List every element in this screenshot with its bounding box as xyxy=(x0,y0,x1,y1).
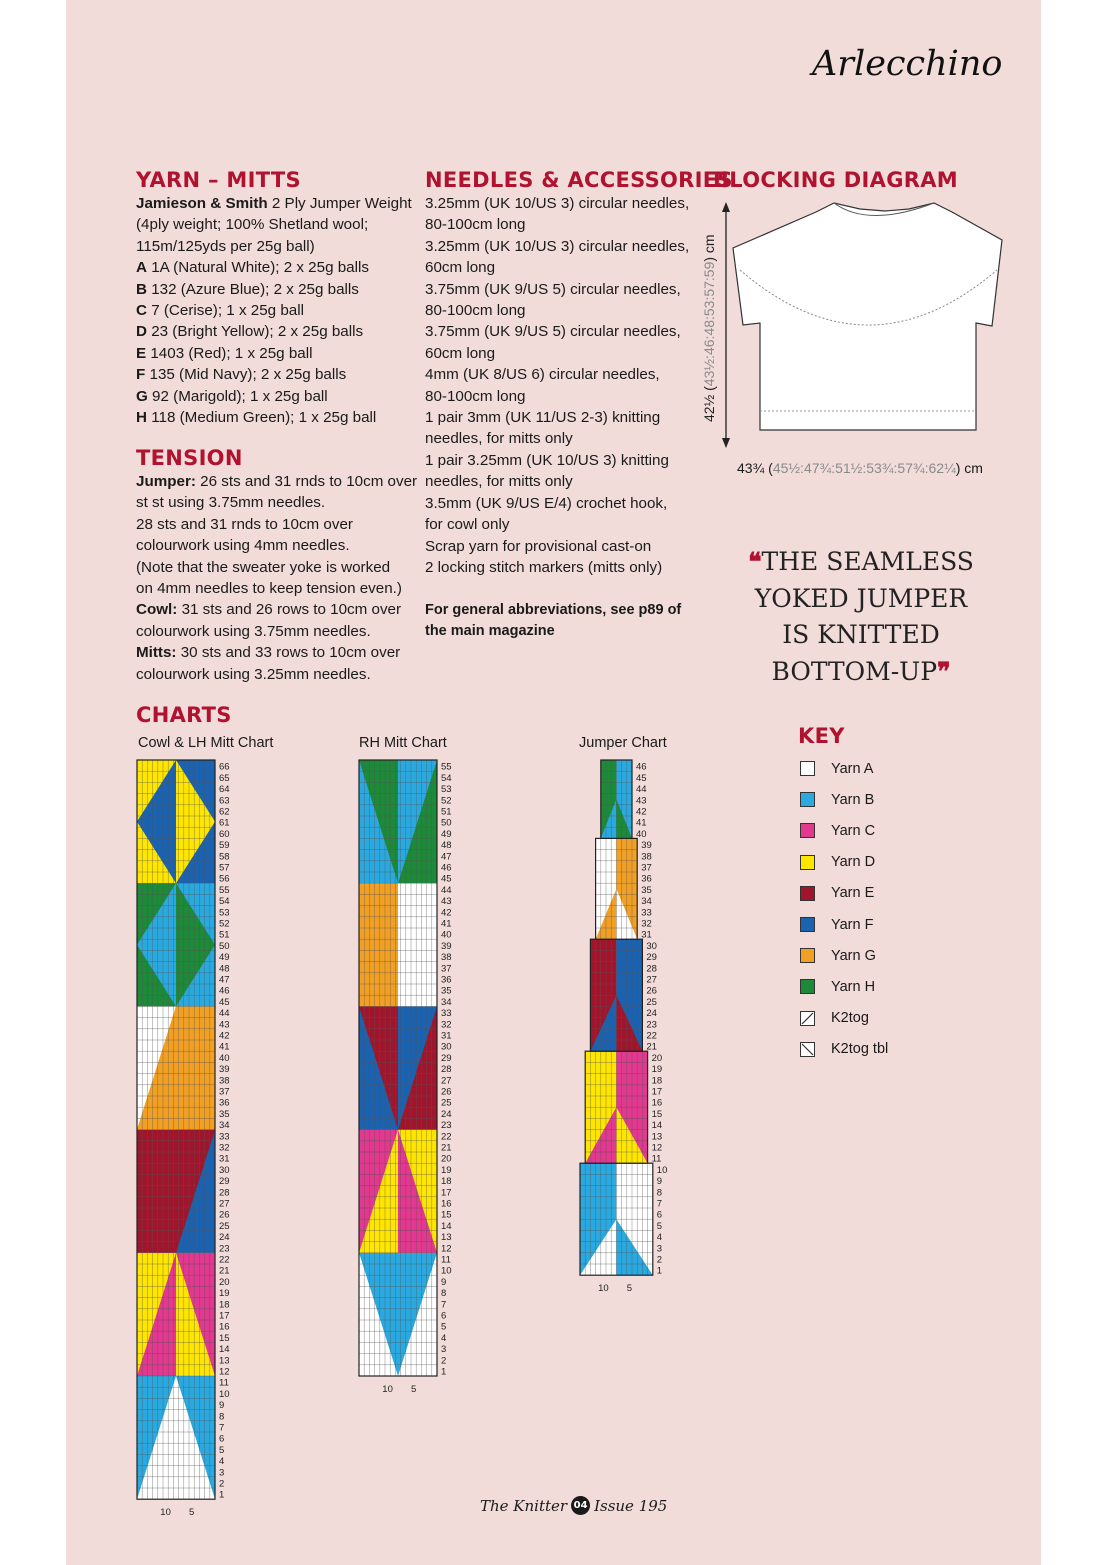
row-number: 15 xyxy=(219,1332,230,1344)
row-number: 26 xyxy=(441,1086,452,1098)
row-number: 9 xyxy=(656,1176,663,1188)
row-number: 27 xyxy=(219,1198,230,1210)
row-number: 11 xyxy=(651,1153,662,1165)
key-label: Yarn D xyxy=(831,854,876,871)
row-number: 9 xyxy=(219,1400,225,1412)
width-label: 43¾ (45½:47¾:51½:53¾:57¾:62¼) cm xyxy=(737,460,983,476)
row-number: 4 xyxy=(219,1456,225,1468)
row-number: 1 xyxy=(656,1265,663,1277)
key-item xyxy=(800,940,888,971)
row-number: 43 xyxy=(219,1019,230,1031)
needles-line: 3.25mm (UK 10/US 3) circular needles, xyxy=(425,237,690,255)
key-label: Yarn F xyxy=(831,916,874,933)
tension-cowl: Cowl: 31 sts and 26 rows to 10cm over xyxy=(136,601,402,619)
tension-line: 28 sts and 31 rnds to 10cm over xyxy=(136,515,353,533)
row-number: 37 xyxy=(641,862,652,874)
row-number: 46 xyxy=(441,862,452,874)
row-number: 55 xyxy=(441,761,452,773)
row-number: 41 xyxy=(636,817,647,829)
row-number: 5 xyxy=(219,1444,225,1456)
row-number: 7 xyxy=(441,1299,447,1311)
tension-line: colourwork using 4mm needles. xyxy=(136,537,350,555)
row-number: 20 xyxy=(651,1052,663,1064)
needles-line: 80-100cm long xyxy=(425,302,526,320)
needles-line: 1 pair 3.25mm (UK 10/US 3) knitting xyxy=(425,451,669,469)
row-number: 33 xyxy=(641,907,652,919)
page-title: Arlecchino xyxy=(812,44,1003,84)
row-number: 12 xyxy=(651,1142,663,1154)
row-number: 8 xyxy=(219,1411,225,1423)
row-number: 40 xyxy=(441,929,452,941)
row-number: 17 xyxy=(651,1086,663,1098)
row-number: 4 xyxy=(656,1232,663,1244)
row-number: 29 xyxy=(441,1052,452,1064)
stitch-number: 10 xyxy=(598,1283,609,1295)
key-item xyxy=(800,847,888,878)
row-number: 2 xyxy=(441,1355,447,1367)
key-heading: KEY xyxy=(798,724,845,748)
row-number: 8 xyxy=(441,1288,447,1300)
row-number: 63 xyxy=(219,795,230,807)
row-number: 66 xyxy=(219,761,230,773)
height-arrow-bottom xyxy=(722,438,730,448)
row-number: 18 xyxy=(651,1075,663,1087)
key-swatch xyxy=(800,917,815,932)
row-number: 23 xyxy=(646,1019,657,1031)
row-number: 56 xyxy=(219,873,230,885)
row-number: 5 xyxy=(656,1220,663,1232)
row-number: 27 xyxy=(646,974,657,986)
stitch-number: 10 xyxy=(382,1384,393,1395)
row-number: 53 xyxy=(219,907,230,919)
row-number: 12 xyxy=(441,1243,452,1255)
k2tog-tbl-icon xyxy=(800,1042,815,1057)
yarn-block xyxy=(136,193,412,428)
row-number: 41 xyxy=(441,918,452,930)
key-label: Yarn G xyxy=(831,947,876,964)
row-number: 9 xyxy=(441,1276,447,1288)
key-label: K2tog tbl xyxy=(831,1041,889,1058)
row-number: 60 xyxy=(219,828,230,840)
row-number: 16 xyxy=(651,1097,663,1109)
row-number: 44 xyxy=(219,1008,230,1020)
row-number: 62 xyxy=(219,806,230,818)
row-number: 26 xyxy=(646,985,657,997)
yarn-heading: YARN – MITTS xyxy=(136,168,301,192)
yarn-items xyxy=(136,257,412,428)
row-number: 19 xyxy=(651,1064,663,1076)
row-number: 44 xyxy=(636,784,647,796)
charts-heading: CHARTS xyxy=(136,703,232,727)
row-number: 2 xyxy=(219,1478,225,1490)
yarn-line: (4ply weight; 100% Shetland wool; xyxy=(136,216,369,234)
row-number: 12 xyxy=(219,1366,230,1378)
row-number: 58 xyxy=(219,851,230,863)
abbreviations-note: For general abbreviations, see p89 of the main magazine xyxy=(425,602,682,640)
row-number: 40 xyxy=(219,1052,230,1064)
row-number: 45 xyxy=(441,873,452,885)
needles-line: 2 locking stitch markers (mitts only) xyxy=(425,558,663,576)
key-item xyxy=(800,784,888,815)
row-number: 46 xyxy=(219,985,230,997)
key-swatch xyxy=(800,886,815,901)
needles-heading: NEEDLES & ACCESSORIES xyxy=(425,168,733,192)
row-number: 32 xyxy=(641,918,652,930)
row-number: 19 xyxy=(219,1288,230,1300)
row-number: 22 xyxy=(441,1131,452,1143)
needles-line: 80-100cm long xyxy=(425,387,526,405)
row-number: 54 xyxy=(219,896,230,908)
row-number: 32 xyxy=(219,1142,230,1154)
page xyxy=(66,0,1041,1565)
row-number: 34 xyxy=(441,996,452,1008)
row-number: 37 xyxy=(219,1086,230,1098)
row-number: 34 xyxy=(641,896,652,908)
row-number: 8 xyxy=(656,1187,663,1199)
tension-block xyxy=(136,471,417,685)
key-item xyxy=(800,753,888,784)
row-number: 13 xyxy=(651,1131,663,1143)
row-number: 51 xyxy=(441,806,452,818)
rh-chart-title: RH Mitt Chart xyxy=(359,735,447,751)
needles-line: 60cm long xyxy=(425,259,496,277)
row-number: 28 xyxy=(441,1064,452,1076)
row-number: 35 xyxy=(219,1108,230,1120)
needles-line: 3.75mm (UK 9/US 5) circular needles, xyxy=(425,323,681,341)
row-number: 11 xyxy=(219,1377,229,1389)
key-label: Yarn E xyxy=(831,885,875,902)
tension-mitts: Mitts: 30 sts and 33 rows to 10cm over xyxy=(136,644,401,662)
stitch-number: 5 xyxy=(410,1384,417,1395)
row-number: 55 xyxy=(219,884,230,896)
row-number: 46 xyxy=(636,761,647,773)
row-number: 43 xyxy=(636,795,647,807)
row-number: 31 xyxy=(219,1153,230,1165)
row-number: 31 xyxy=(441,1030,452,1042)
row-number: 52 xyxy=(219,918,230,930)
row-number: 21 xyxy=(441,1142,452,1154)
key-label: Yarn A xyxy=(831,760,874,777)
footer xyxy=(480,1496,667,1515)
row-number: 28 xyxy=(646,963,657,975)
row-number: 29 xyxy=(219,1176,230,1188)
sweater-outline xyxy=(733,203,1002,430)
close-quote-icon: ❞ xyxy=(937,656,951,686)
row-number: 24 xyxy=(441,1108,452,1120)
row-number: 13 xyxy=(441,1232,452,1244)
row-number: 45 xyxy=(219,996,230,1008)
key-swatch xyxy=(800,855,815,870)
yarn-brand: Jamieson & Smith xyxy=(136,195,268,212)
row-number: 36 xyxy=(441,974,452,986)
row-number: 22 xyxy=(646,1030,657,1042)
row-number: 31 xyxy=(641,929,652,941)
key-label: Yarn B xyxy=(831,791,875,808)
row-number: 38 xyxy=(641,851,652,863)
row-number: 54 xyxy=(441,772,452,784)
row-number: 14 xyxy=(651,1120,663,1132)
needles-line: 60cm long xyxy=(425,344,496,362)
row-number: 24 xyxy=(219,1232,230,1244)
key-swatch xyxy=(800,792,815,807)
magazine-name: The Knitter xyxy=(480,1496,568,1515)
row-number: 40 xyxy=(636,828,647,840)
row-number: 42 xyxy=(219,1030,230,1042)
row-number: 13 xyxy=(219,1355,230,1367)
yarn-item: G 92 (Marigold); 1 x 25g ball xyxy=(136,387,328,405)
row-number: 57 xyxy=(219,862,230,874)
row-number: 16 xyxy=(219,1321,230,1333)
row-number: 2 xyxy=(656,1254,663,1266)
tension-heading: TENSION xyxy=(136,446,243,470)
row-number: 11 xyxy=(441,1254,451,1266)
row-number: 41 xyxy=(219,1041,230,1053)
needles-line: for cowl only xyxy=(425,516,510,534)
key-item xyxy=(800,909,888,940)
needles-line: needles, for mitts only xyxy=(425,430,573,448)
key-label: K2tog xyxy=(831,1010,869,1027)
row-number: 39 xyxy=(641,840,652,852)
row-number: 38 xyxy=(219,1075,230,1087)
row-number: 44 xyxy=(441,884,452,896)
row-number: 16 xyxy=(441,1198,452,1210)
row-number: 14 xyxy=(441,1220,452,1232)
row-number: 22 xyxy=(219,1254,230,1266)
row-number: 50 xyxy=(441,817,452,829)
jumper-chart-title: Jumper Chart xyxy=(579,735,667,751)
row-number: 3 xyxy=(441,1344,447,1356)
row-number: 1 xyxy=(219,1489,225,1501)
row-number: 36 xyxy=(641,873,652,885)
tension-line: colourwork using 3.75mm needles. xyxy=(136,622,371,640)
stitch-number: 5 xyxy=(188,1507,195,1519)
row-number: 20 xyxy=(441,1153,452,1165)
row-number: 49 xyxy=(219,952,230,964)
row-number: 18 xyxy=(219,1299,230,1311)
key-swatch xyxy=(800,823,815,838)
row-number: 47 xyxy=(219,974,230,986)
row-number: 28 xyxy=(219,1187,230,1199)
row-number: 38 xyxy=(441,952,452,964)
blocking-heading: BLOCKING DIAGRAM xyxy=(713,168,958,192)
stitch-number: 10 xyxy=(160,1507,171,1519)
row-number: 7 xyxy=(219,1422,225,1434)
row-number: 15 xyxy=(441,1209,452,1221)
row-number: 19 xyxy=(441,1164,452,1176)
key-item xyxy=(800,971,888,1002)
row-number: 25 xyxy=(646,996,657,1008)
row-number: 39 xyxy=(219,1064,230,1076)
row-number: 1 xyxy=(441,1366,447,1378)
key-label: Yarn H xyxy=(831,978,876,995)
row-number: 6 xyxy=(219,1433,225,1445)
yarn-line: 115m/125yds per 25g ball) xyxy=(136,237,315,255)
row-number: 18 xyxy=(441,1176,452,1188)
row-number: 61 xyxy=(219,817,230,829)
row-number: 33 xyxy=(219,1131,230,1143)
row-number: 24 xyxy=(646,1008,657,1020)
needles-line: 3.75mm (UK 9/US 5) circular needles, xyxy=(425,280,681,298)
height-label: 42½ (43½:46:48:53:57:59) cm xyxy=(701,234,717,422)
row-number: 23 xyxy=(219,1243,230,1255)
row-number: 48 xyxy=(441,840,452,852)
needles-line: 4mm (UK 8/US 6) circular needles, xyxy=(425,366,660,384)
needles-list xyxy=(425,193,689,578)
key-label: Yarn C xyxy=(831,822,876,839)
needles-line: Scrap yarn for provisional cast-on xyxy=(425,537,652,555)
yarn-item: F 135 (Mid Navy); 2 x 25g balls xyxy=(136,366,347,384)
row-number: 35 xyxy=(641,884,652,896)
tension-line: on 4mm needles to keep tension even.) xyxy=(136,580,402,598)
row-number: 3 xyxy=(656,1243,663,1255)
cowl-chart-title: Cowl & LH Mitt Chart xyxy=(138,735,274,751)
row-number: 27 xyxy=(441,1075,452,1087)
row-number: 14 xyxy=(219,1344,230,1356)
row-number: 39 xyxy=(441,940,452,952)
needles-line: 3.25mm (UK 10/US 3) circular needles, xyxy=(425,195,690,212)
charts xyxy=(66,750,786,1525)
row-number: 45 xyxy=(636,772,647,784)
row-number: 53 xyxy=(441,784,452,796)
tension-line: (Note that the sweater yoke is worked xyxy=(136,558,391,576)
row-number: 42 xyxy=(441,907,452,919)
blocking-diagram xyxy=(696,198,1041,498)
row-number: 36 xyxy=(219,1097,230,1109)
row-number: 47 xyxy=(441,851,452,863)
stitch-number: 5 xyxy=(626,1283,633,1295)
row-number: 30 xyxy=(219,1164,230,1176)
k2tog-icon xyxy=(800,1011,815,1026)
row-number: 48 xyxy=(219,963,230,975)
row-number: 33 xyxy=(441,1008,452,1020)
pull-quote: ❝THE SEAMLESS YOKED JUMPER IS KNITTED BOTTOM-UP❞ xyxy=(748,547,974,686)
row-number: 23 xyxy=(441,1120,452,1132)
yarn-item: A 1A (Natural White); 2 x 25g balls xyxy=(136,259,369,277)
yarn-item: E 1403 (Red); 1 x 25g ball xyxy=(136,344,313,362)
row-number: 17 xyxy=(219,1310,230,1322)
yarn-item: C 7 (Cerise); 1 x 25g ball xyxy=(136,302,304,320)
height-arrow-top xyxy=(722,202,730,212)
row-number: 10 xyxy=(441,1265,452,1277)
row-number: 7 xyxy=(656,1198,663,1210)
row-number: 59 xyxy=(219,840,230,852)
open-quote-icon: ❝ xyxy=(748,547,762,576)
row-number: 65 xyxy=(219,772,230,784)
needles-line: 1 pair 3mm (UK 11/US 2-3) knitting xyxy=(425,409,661,427)
row-number: 34 xyxy=(219,1120,230,1132)
row-number: 50 xyxy=(219,940,230,952)
row-number: 5 xyxy=(441,1321,447,1333)
key-item xyxy=(800,1003,888,1034)
row-number: 6 xyxy=(656,1209,663,1221)
needles-line: 3.5mm (UK 9/US E/4) crochet hook, xyxy=(425,494,668,512)
row-number: 51 xyxy=(219,929,230,941)
key-list xyxy=(800,753,888,1065)
needles-line: needles, for mitts only xyxy=(425,473,573,491)
yarn-item: H 118 (Medium Green); 1 x 25g ball xyxy=(136,409,377,427)
key-item xyxy=(800,1034,888,1065)
row-number: 26 xyxy=(219,1209,230,1221)
yarn-item: B 132 (Azure Blue); 2 x 25g balls xyxy=(136,280,359,298)
row-number: 42 xyxy=(636,806,647,818)
key-swatch xyxy=(800,761,815,776)
row-number: 15 xyxy=(651,1108,663,1120)
key-swatch xyxy=(800,979,815,994)
row-number: 52 xyxy=(441,795,452,807)
row-number: 3 xyxy=(219,1467,225,1479)
row-number: 25 xyxy=(219,1220,230,1232)
yarn-item: D 23 (Bright Yellow); 2 x 25g balls xyxy=(136,323,364,341)
yarn-brand-line: Jamieson & Smith 2 Ply Jumper Weight xyxy=(136,195,412,212)
row-number: 32 xyxy=(441,1019,452,1031)
row-number: 4 xyxy=(441,1332,447,1344)
row-number: 64 xyxy=(219,784,230,796)
row-number: 21 xyxy=(646,1041,657,1053)
row-number: 30 xyxy=(441,1041,452,1053)
issue-number: Issue 195 xyxy=(594,1496,668,1515)
tension-jumper: Jumper: 26 sts and 31 rnds to 10cm over xyxy=(136,473,418,490)
tension-line: colourwork using 3.25mm needles. xyxy=(136,665,371,683)
row-number: 37 xyxy=(441,963,452,975)
key-swatch xyxy=(800,948,815,963)
page-number: 04 xyxy=(571,1496,590,1515)
row-number: 43 xyxy=(441,896,452,908)
row-number: 10 xyxy=(219,1388,230,1400)
row-number: 49 xyxy=(441,828,452,840)
row-number: 6 xyxy=(441,1310,447,1322)
row-number: 25 xyxy=(441,1097,452,1109)
tension-line: st st using 3.75mm needles. xyxy=(136,494,326,512)
row-number: 29 xyxy=(646,952,657,964)
row-number: 10 xyxy=(656,1164,668,1176)
row-number: 30 xyxy=(646,940,657,952)
needles-line: 80-100cm long xyxy=(425,216,526,234)
row-number: 20 xyxy=(219,1276,230,1288)
key-item xyxy=(800,815,888,846)
key-item xyxy=(800,878,888,909)
row-number: 35 xyxy=(441,985,452,997)
row-number: 17 xyxy=(441,1187,452,1199)
row-number: 21 xyxy=(219,1265,230,1277)
